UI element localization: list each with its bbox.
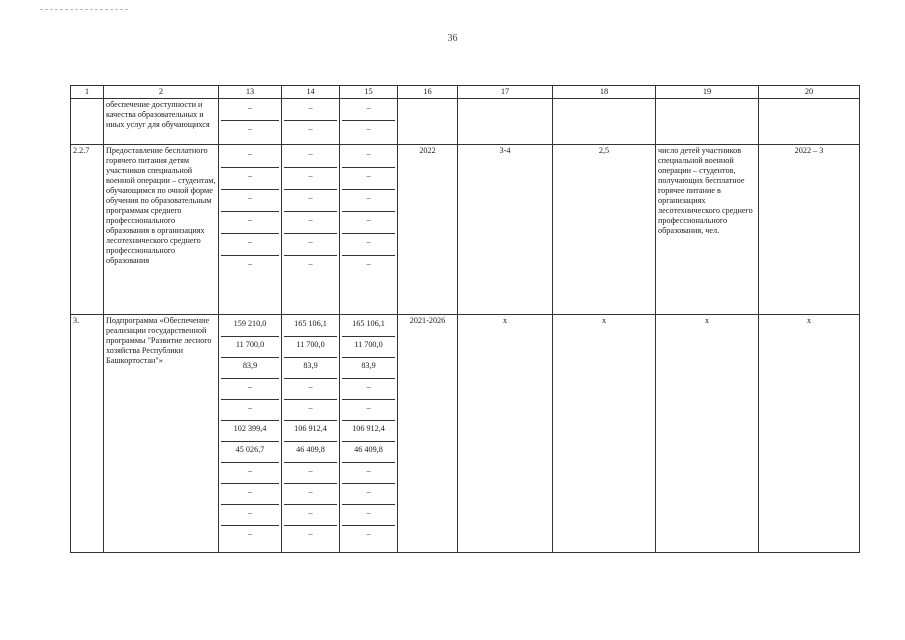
value-cell: – — [221, 463, 279, 484]
value-cell: – — [366, 124, 371, 133]
col18-value — [553, 99, 656, 145]
header-cell: 16 — [398, 86, 458, 99]
col17-value: 3-4 — [458, 145, 553, 315]
table-row — [71, 145, 860, 315]
value-cell: 46 409,8 — [284, 442, 337, 463]
value-cell: 11 700,0 — [221, 337, 279, 358]
row-description: Подпрограмма «Обеспечение реализации государственной программы "Развитие лесного хозяйства Республики Башкортостан"» — [104, 315, 219, 553]
col15-values — [340, 145, 398, 315]
value-cell: 165 106,1 — [284, 316, 337, 337]
value-cell: 83,9 — [342, 358, 395, 379]
col13-values — [219, 315, 282, 553]
header-cell: 15 — [340, 86, 398, 99]
value-cell: – — [221, 234, 279, 256]
header-cell: 20 — [759, 86, 860, 99]
value-cell: 159 210,0 — [221, 316, 279, 337]
col14-values — [282, 99, 340, 145]
header-row — [71, 86, 860, 99]
page-number: 36 — [447, 33, 458, 44]
col19-value: x — [656, 315, 759, 553]
value-cell: – — [221, 484, 279, 505]
col16-value: 2022 — [398, 145, 458, 315]
value-cell: – — [221, 190, 279, 212]
value-cell: 83,9 — [221, 358, 279, 379]
row-number: 2.2.7 — [71, 145, 104, 315]
col17-value — [458, 99, 553, 145]
col16-value — [398, 99, 458, 145]
value-cell: – — [284, 100, 337, 121]
value-cell: – — [284, 505, 337, 526]
value-cell: – — [221, 168, 279, 190]
col16-value: 2021-2026 — [398, 315, 458, 553]
value-cell: – — [247, 259, 253, 268]
value-cell: – — [221, 400, 279, 421]
col19-value: число детей участников специальной военной операции – студентов, получающих бесплатное горячее питание в организациях лесотехнического среднего профессионального образования, чел. — [656, 145, 759, 315]
col17-value: x — [458, 315, 553, 553]
value-cell: – — [247, 529, 253, 538]
value-cell: 83,9 — [284, 358, 337, 379]
header-cell: 18 — [553, 86, 656, 99]
col20-value: x — [759, 315, 860, 553]
header-cell: 14 — [282, 86, 340, 99]
value-cell: – — [308, 124, 313, 133]
header-cell: 19 — [656, 86, 759, 99]
header-cell: 13 — [219, 86, 282, 99]
value-cell: – — [284, 400, 337, 421]
value-cell: 45 026,7 — [221, 442, 279, 463]
col15-values — [340, 99, 398, 145]
scan-artifact — [40, 9, 128, 12]
value-cell: – — [284, 190, 337, 212]
row-number — [71, 99, 104, 145]
value-cell: – — [284, 484, 337, 505]
value-cell: – — [284, 463, 337, 484]
col20-value — [759, 99, 860, 145]
value-cell: 102 399,4 — [221, 421, 279, 442]
value-cell: – — [342, 212, 395, 234]
col18-value: 2,5 — [553, 145, 656, 315]
value-cell: – — [284, 379, 337, 400]
value-cell: – — [366, 529, 371, 538]
value-cell: – — [221, 379, 279, 400]
value-cell: – — [284, 234, 337, 256]
value-cell: – — [342, 463, 395, 484]
value-cell: – — [342, 484, 395, 505]
value-cell: – — [366, 259, 371, 268]
row-description: Предоставление бесплатного горячего питания детям участников специальной военной операции – студентам, обучающимся по очной форме обучения по образовательным программам среднего профессионального образования в организациях лесотехнического среднего профессионального образования — [104, 145, 219, 315]
col13-values — [219, 99, 282, 145]
value-cell: – — [342, 100, 395, 121]
table-row — [71, 315, 860, 553]
col13-values — [219, 145, 282, 315]
value-cell: – — [247, 124, 253, 133]
value-cell: – — [308, 259, 313, 268]
value-cell: – — [308, 529, 313, 538]
value-cell: – — [284, 212, 337, 234]
col14-values — [282, 145, 340, 315]
value-cell: 106 912,4 — [342, 421, 395, 442]
value-cell: – — [221, 146, 279, 168]
value-cell: 165 106,1 — [342, 316, 395, 337]
value-cell: – — [342, 234, 395, 256]
row-description: обеспечение доступности и качества образовательных и иных услуг для обучающихся — [104, 99, 219, 145]
value-cell: – — [221, 505, 279, 526]
value-cell: – — [342, 505, 395, 526]
col14-values — [282, 315, 340, 553]
value-cell: – — [221, 100, 279, 121]
value-cell: 11 700,0 — [342, 337, 395, 358]
col18-value: x — [553, 315, 656, 553]
table-row — [71, 99, 860, 145]
value-cell: – — [342, 190, 395, 212]
col15-values — [340, 315, 398, 553]
value-cell: – — [342, 146, 395, 168]
value-cell: – — [342, 168, 395, 190]
header-cell: 1 — [71, 86, 104, 99]
col19-value — [656, 99, 759, 145]
value-cell: – — [342, 379, 395, 400]
value-cell: – — [284, 146, 337, 168]
value-cell: – — [221, 212, 279, 234]
header-cell: 2 — [104, 86, 219, 99]
value-cell: – — [342, 400, 395, 421]
value-cell: 106 912,4 — [284, 421, 337, 442]
col20-value: 2022 – 3 — [759, 145, 860, 315]
row-number: 3. — [71, 315, 104, 553]
data-table — [70, 85, 860, 553]
header-cell: 17 — [458, 86, 553, 99]
value-cell: – — [284, 168, 337, 190]
value-cell: 46 409,8 — [342, 442, 395, 463]
value-cell: 11 700,0 — [284, 337, 337, 358]
